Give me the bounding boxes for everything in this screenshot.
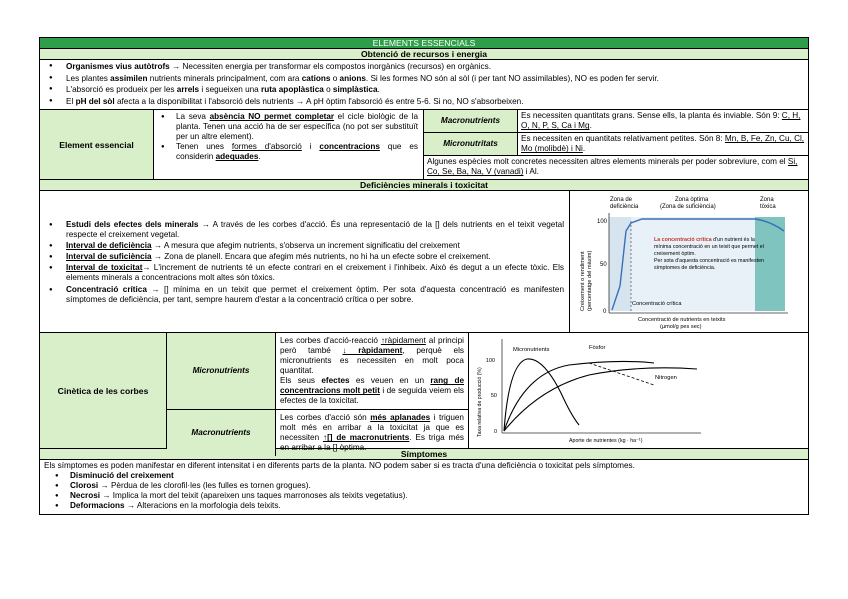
other-elements-note: Algunes espècies molt concretes necessiten altres elements minerals per poder sobreviure, com el Si, Co, Se, Ba, Na, V (vanadi) i Al.	[427, 157, 798, 177]
kinetics-row	[40, 333, 808, 453]
toxic-zone	[755, 217, 785, 311]
kinetics-micro-label: Micronutrients	[167, 333, 276, 409]
macronutrients-text: Es necessiten quantitats grans. Sense ells, la planta és inviable. Són 9: C, H, O, N, P, S, Ca i Mg.	[521, 111, 801, 131]
list-item: ● Interval de suficiència → Zona de planell. Encara que afegim més nutrients, no hi ha un efecte sobre el creixement.	[64, 252, 564, 262]
tick-label: 100	[485, 358, 495, 365]
deficiency-text	[40, 191, 570, 332]
production-curve-figure	[469, 333, 808, 448]
kinetics-micro-row	[167, 333, 468, 409]
deficiency-zone	[609, 217, 631, 311]
tick-label: 0	[493, 429, 497, 436]
symptoms-intro: Els símptomes es poden manifestar en diferent intensitat i en diferents parts de la planta. NO podem saber si es tracta d'una deficiència o toxicitat pels símptomes.	[44, 461, 635, 471]
study-sheet	[39, 37, 809, 515]
zone-label: Zona òptima (Zona de suficiència)	[660, 197, 716, 211]
list-item: ● Deformacions → Alteracions en la morfologia dels teixits.	[68, 501, 804, 511]
list-item: ● La seva absència NO permet completar el cicle biològic de la planta. Tenen una acció ha de ser específica (no pot ser substituït per un altre element).	[174, 112, 418, 142]
phosphorus-tox-curve	[589, 363, 654, 385]
critical-note: La concentració crítica d'un nutrient és la	[654, 237, 755, 244]
macronutrients-label: Macronutrients	[424, 110, 518, 132]
tick-label: 50	[490, 393, 497, 400]
section-obtencio-header: Obtenció de recursos i energia	[40, 49, 808, 60]
list-item: ● Concentració crítica → [] mínima en un teixit que permet el creixement òptim. Per sota d'aquesta concentració es manifesten símptomes de deficiència, per tant, sempre haurem d'estar a la concentració crítica o per sobre.	[64, 285, 564, 305]
list-item: ● Tenen unes formes d'absorció i concentracions que es considerin adequades.	[174, 142, 418, 162]
critical-note: símptomes de deficiència.	[654, 265, 716, 272]
list-item: ● Interval de deficiència → A mesura que afegim nutrients, s'observa un increment significatiu del creixement	[64, 241, 564, 251]
sheet-title: ELEMENTS ESSENCIALS	[40, 38, 808, 49]
micronutrients-row	[424, 133, 808, 156]
x-axis-label: Aporte de nutrientes (kg · ha⁻¹)	[569, 438, 643, 445]
action-curve-chart	[570, 191, 808, 331]
symptoms-block	[40, 460, 808, 514]
y-axis-label: Creixement o rendiment(percentatge del màxim)	[580, 251, 593, 312]
essential-element-row	[40, 110, 808, 180]
list-item: ● L'absorció es produeix per les arrels i segueixen una ruta apoplàstica o simplàstica.	[64, 84, 804, 96]
list-item: ● Les plantes assimilen nutrients minerals principalment, com ara cations o anions. Si les formes NO són al sòl (i per tant NO assimilables), NO es poden fer servir.	[64, 73, 804, 85]
kinetics-types	[167, 333, 469, 453]
optimal-zone	[631, 217, 755, 311]
list-item: ● Disminució del creixement	[68, 471, 804, 481]
critical-note: Per sota d'aquesta concentració es manifesten	[654, 258, 764, 265]
tick-label: 50	[600, 262, 607, 269]
micronutrients-label: Micronutritats	[424, 133, 518, 155]
series-label: Fòsfor	[589, 345, 606, 352]
list-item: ● Clorosi → Pèrdua de les clorofil·les (les fulles es tornen grogues).	[68, 481, 804, 491]
essential-element-description	[154, 110, 424, 179]
x-axis-label: Concentració de nutrients en teixits (µmol/g pes sec)	[638, 317, 726, 331]
tick-label: 0	[603, 309, 607, 316]
section-symptoms-header: Símptomes	[40, 449, 808, 460]
list-item: ● Interval de toxicitat→ L'increment de nutrients té un efecte contrari en el creixement i l'inhibeix. Això és degut a un efecte tòxic. Els elements minerals a concentracions molt altes són tòxics.	[64, 263, 564, 283]
series-label: Micronutrients	[513, 347, 550, 354]
micronutrients-text: Es necessiten en quantitats relativament petites. Són 8: Mn, B, Fe, Zn, Cu, Cl, Mo (molibdè) i Ni.	[521, 134, 805, 154]
kinetics-micro-text: Les corbes d'acció-reacció ↑ràpidament al principi però també ↓ ràpidament, perquè els micronutrients es necessiten en molt poca quantitat. Els seus efectes es veuen en un rang de concentracions molt petit i de seguida veiem els efectes de la toxicitat.	[280, 336, 464, 406]
essential-element-label: Element essencial	[40, 110, 154, 179]
micronutrients-curve	[504, 359, 579, 431]
list-item: ● Estudi dels efectes dels minerals → A través de les corbes d'acció. És una representació de la [] dels nutrients en el teixit vegetal respecte el creixement vegetal.	[64, 220, 564, 240]
deficiency-row	[40, 191, 808, 333]
list-item: ● El pH del sòl afecta a la disponibilitat i l'absorció dels nutrients → A pH òptim l'absorció és entre 5-6. Si no, NO s'absorbeixen.	[64, 96, 804, 108]
macronutrients-row	[424, 110, 808, 133]
critical-note: creixement òptim.	[654, 251, 696, 258]
section-deficiencies-header: Deficiències minerals i toxicitat	[40, 180, 808, 191]
critical-note: mínima concentració en un teixit que permet el	[654, 244, 764, 251]
nutrient-types	[424, 110, 808, 179]
critical-label: Concentració crítica	[632, 301, 682, 308]
kinetics-macro-text: Les corbes d'acció són més aplanades i triguen molt més en arribar a la toxicitat ja que es necessiten ↑[] de macronutrients. Es triga més en arribar a la [] òptima.	[280, 413, 464, 453]
list-item: ● Organismes vius autòtrofs → Necessiten energia per transformar els compostos inorgànics (recursos) en orgànics.	[64, 61, 804, 73]
zone-label: Zona de deficiència	[610, 197, 639, 211]
series-label: Nitrogen	[655, 375, 677, 382]
intro-list	[40, 60, 808, 110]
y-axis-label: Taxa relativa de producció (%)	[477, 367, 483, 438]
action-curve-figure	[570, 191, 808, 332]
kinetics-label: Cinètica de les corbes	[40, 333, 167, 448]
kinetics-macro-label: Macronutrients	[167, 410, 276, 456]
list-item: ● Necrosi → Implica la mort del teixit (apareixen uns taques marronoses als teixits vegetatius).	[68, 491, 804, 501]
tick-label: 100	[597, 219, 608, 226]
zone-label: Zona tòxica	[760, 197, 776, 211]
production-curve-chart	[469, 333, 709, 447]
phosphorus-curve	[504, 362, 654, 432]
